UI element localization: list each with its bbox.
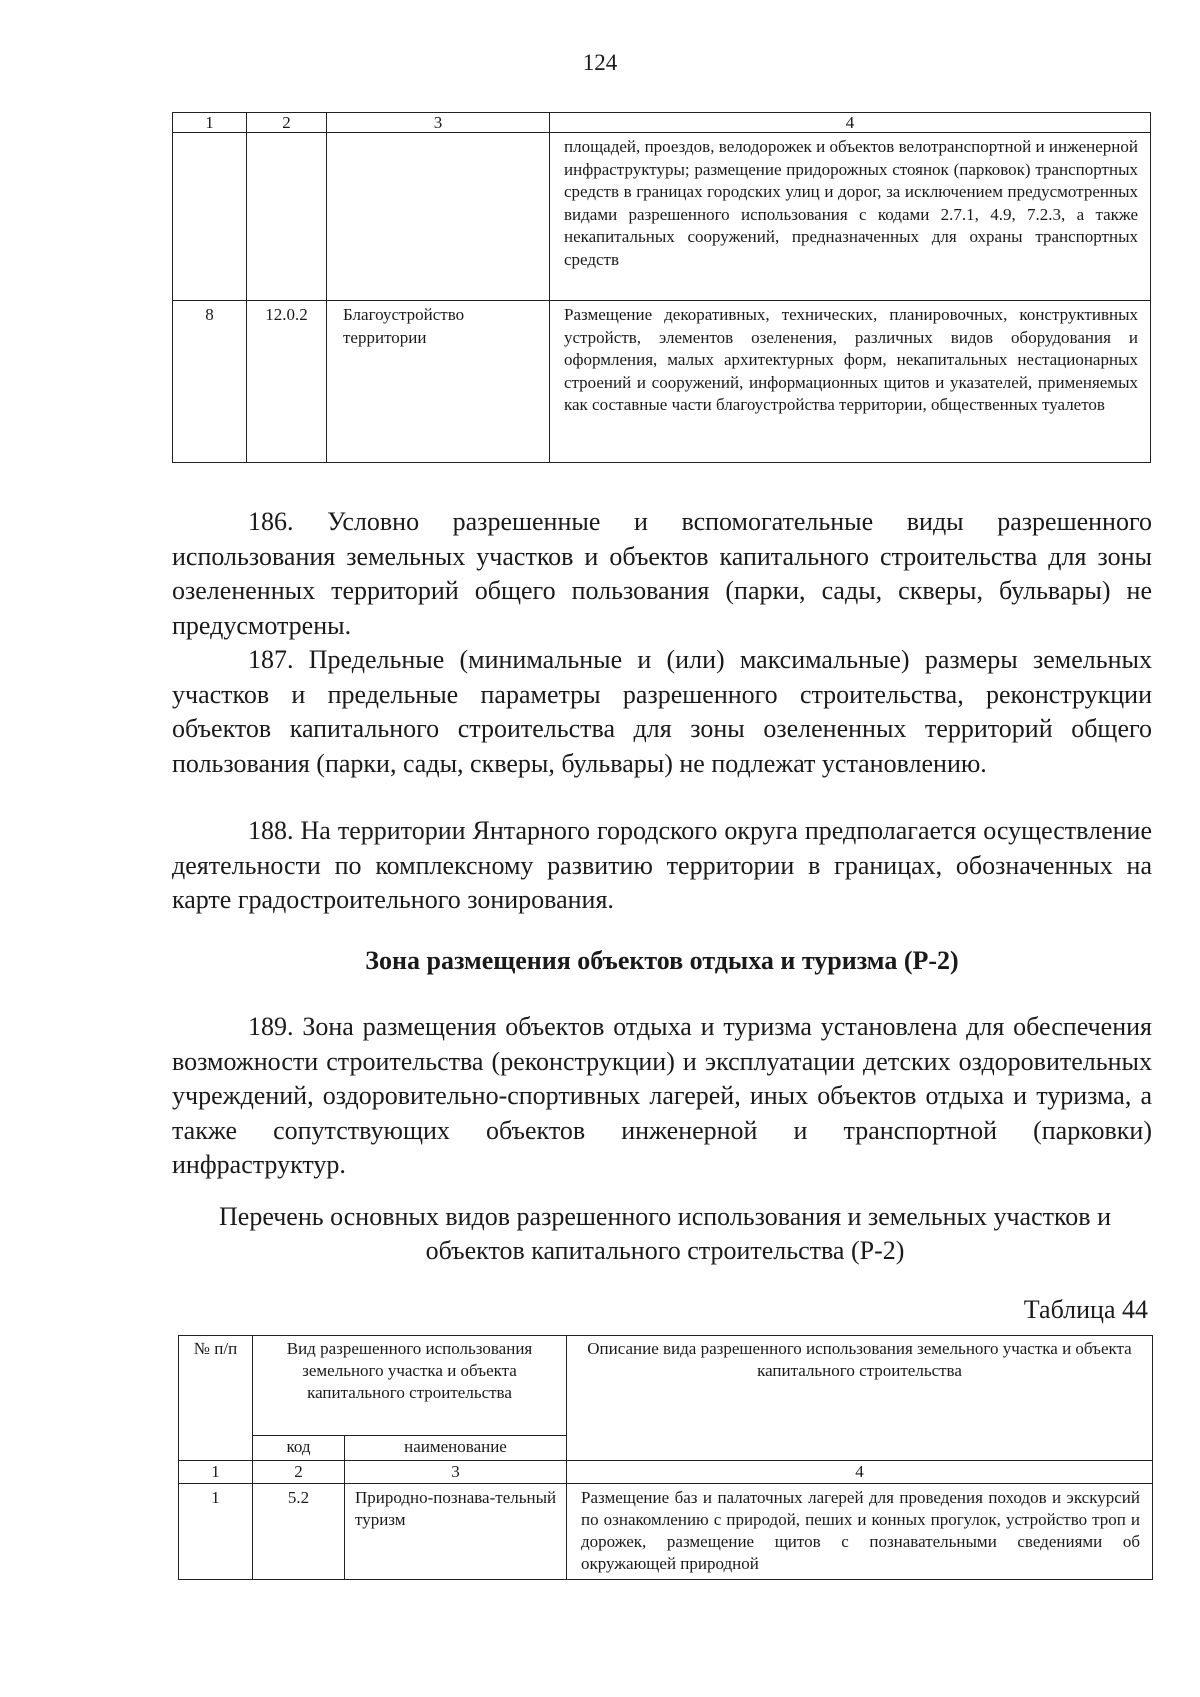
col-number-4: 4 bbox=[567, 1461, 1153, 1484]
table-row bbox=[173, 133, 1151, 301]
col-number-4: 4 bbox=[550, 113, 1151, 133]
header-name: наименование bbox=[345, 1436, 567, 1461]
col-number-1: 1 bbox=[179, 1461, 253, 1484]
paragraph-189: 189. Зона размещения объектов отдыха и туризма установлена для обеспечения возможности строительства (реконструкции) и эксплуатации детских оздоровительных учреждений, оздоровительно-спортивных лагерей, иных объектов отдыха и туризма, а также сопутствующих объектов инженерной и транспортной (парковки) инфраструктур. bbox=[172, 1012, 1152, 1179]
header-code: код bbox=[253, 1436, 345, 1461]
row-number: 8 bbox=[173, 301, 247, 463]
section-heading: Зона размещения объектов отдыха и туризма (Р-2) bbox=[365, 946, 959, 975]
table-row bbox=[179, 1484, 1153, 1580]
page-number: 124 bbox=[582, 50, 618, 75]
table-header-row bbox=[173, 113, 1151, 133]
header-number: № п/п bbox=[179, 1336, 253, 1461]
continued-table bbox=[172, 112, 1151, 463]
col-number-3: 3 bbox=[345, 1461, 567, 1484]
table-label: Таблица 44 bbox=[1023, 1295, 1148, 1324]
list-title: Перечень основных видов разрешенного использования и земельных участков и объектов капитального строительства (Р-2) bbox=[219, 1202, 1111, 1265]
col-number-2: 2 bbox=[247, 113, 327, 133]
col-number-2: 2 bbox=[253, 1461, 345, 1484]
continuation-description: площадей, проездов, велодорожек и объектов велотранспортной и инженерной инфраструктуры; размещение придорожных стоянок (парковок) транспортных средств в границах городских улиц и дорог, за исключением предусмотренных видами разрешенного использования с кодами 2.7.1, 4.9, 7.2.3, а также некапитальных сооружений, предназначенных для охраны транспортных средств bbox=[550, 133, 1151, 301]
row-name: Природно-познава-тельный туризм bbox=[345, 1484, 567, 1580]
column-numbers-row bbox=[179, 1461, 1153, 1484]
col-number-1: 1 bbox=[173, 113, 247, 133]
row-number: 1 bbox=[179, 1484, 253, 1580]
paragraph-188: 188. На территории Янтарного городского округа предполагается осуществление деятельности по комплексному развитию территории в границах, обозначенных на карте градостроительного зонирования. bbox=[172, 816, 1152, 914]
paragraph-186: 186. Условно разрешенные и вспомогательные виды разрешенного использования земельных участков и объектов капитального строительства для зоны озелененных территорий общего пользования (парки, сады, скверы, бульвары) не предусмотрены. bbox=[172, 507, 1152, 640]
row-description: Размещение баз и палаточных лагерей для проведения походов и экскурсий по ознакомлению с природой, пеших и конных прогулок, устройство троп и дорожек, размещение щитов с познавательными сведениями об окружающей природной bbox=[567, 1484, 1153, 1580]
table-44 bbox=[178, 1335, 1153, 1580]
header-kind: Вид разрешенного использования земельного участка и объекта капитального строительства bbox=[253, 1336, 567, 1436]
table-row bbox=[173, 301, 1151, 463]
paragraph-187: 187. Предельные (минимальные и (или) максимальные) размеры земельных участков и предельные параметры разрешенного строительства, реконструкции объектов капитального строительства для зоны озелененных территорий общего пользования (парки, сады, скверы, бульвары) не подлежат установлению. bbox=[172, 645, 1152, 778]
header-description: Описание вида разрешенного использования земельного участка и объекта капитального строительства bbox=[567, 1336, 1153, 1461]
row-description: Размещение декоративных, технических, планировочных, конструктивных устройств, элементов озеленения, различных видов оборудования и оформления, малых архитектурных форм, некапитальных нестационарных строений и сооружений, информационных щитов и указателей, применяемых как составные части благоустройства территории, общественных туалетов bbox=[550, 301, 1151, 463]
col-number-3: 3 bbox=[327, 113, 550, 133]
row-name: Благоустройство территории bbox=[327, 301, 550, 463]
row-code: 5.2 bbox=[253, 1484, 345, 1580]
row-code: 12.0.2 bbox=[247, 301, 327, 463]
